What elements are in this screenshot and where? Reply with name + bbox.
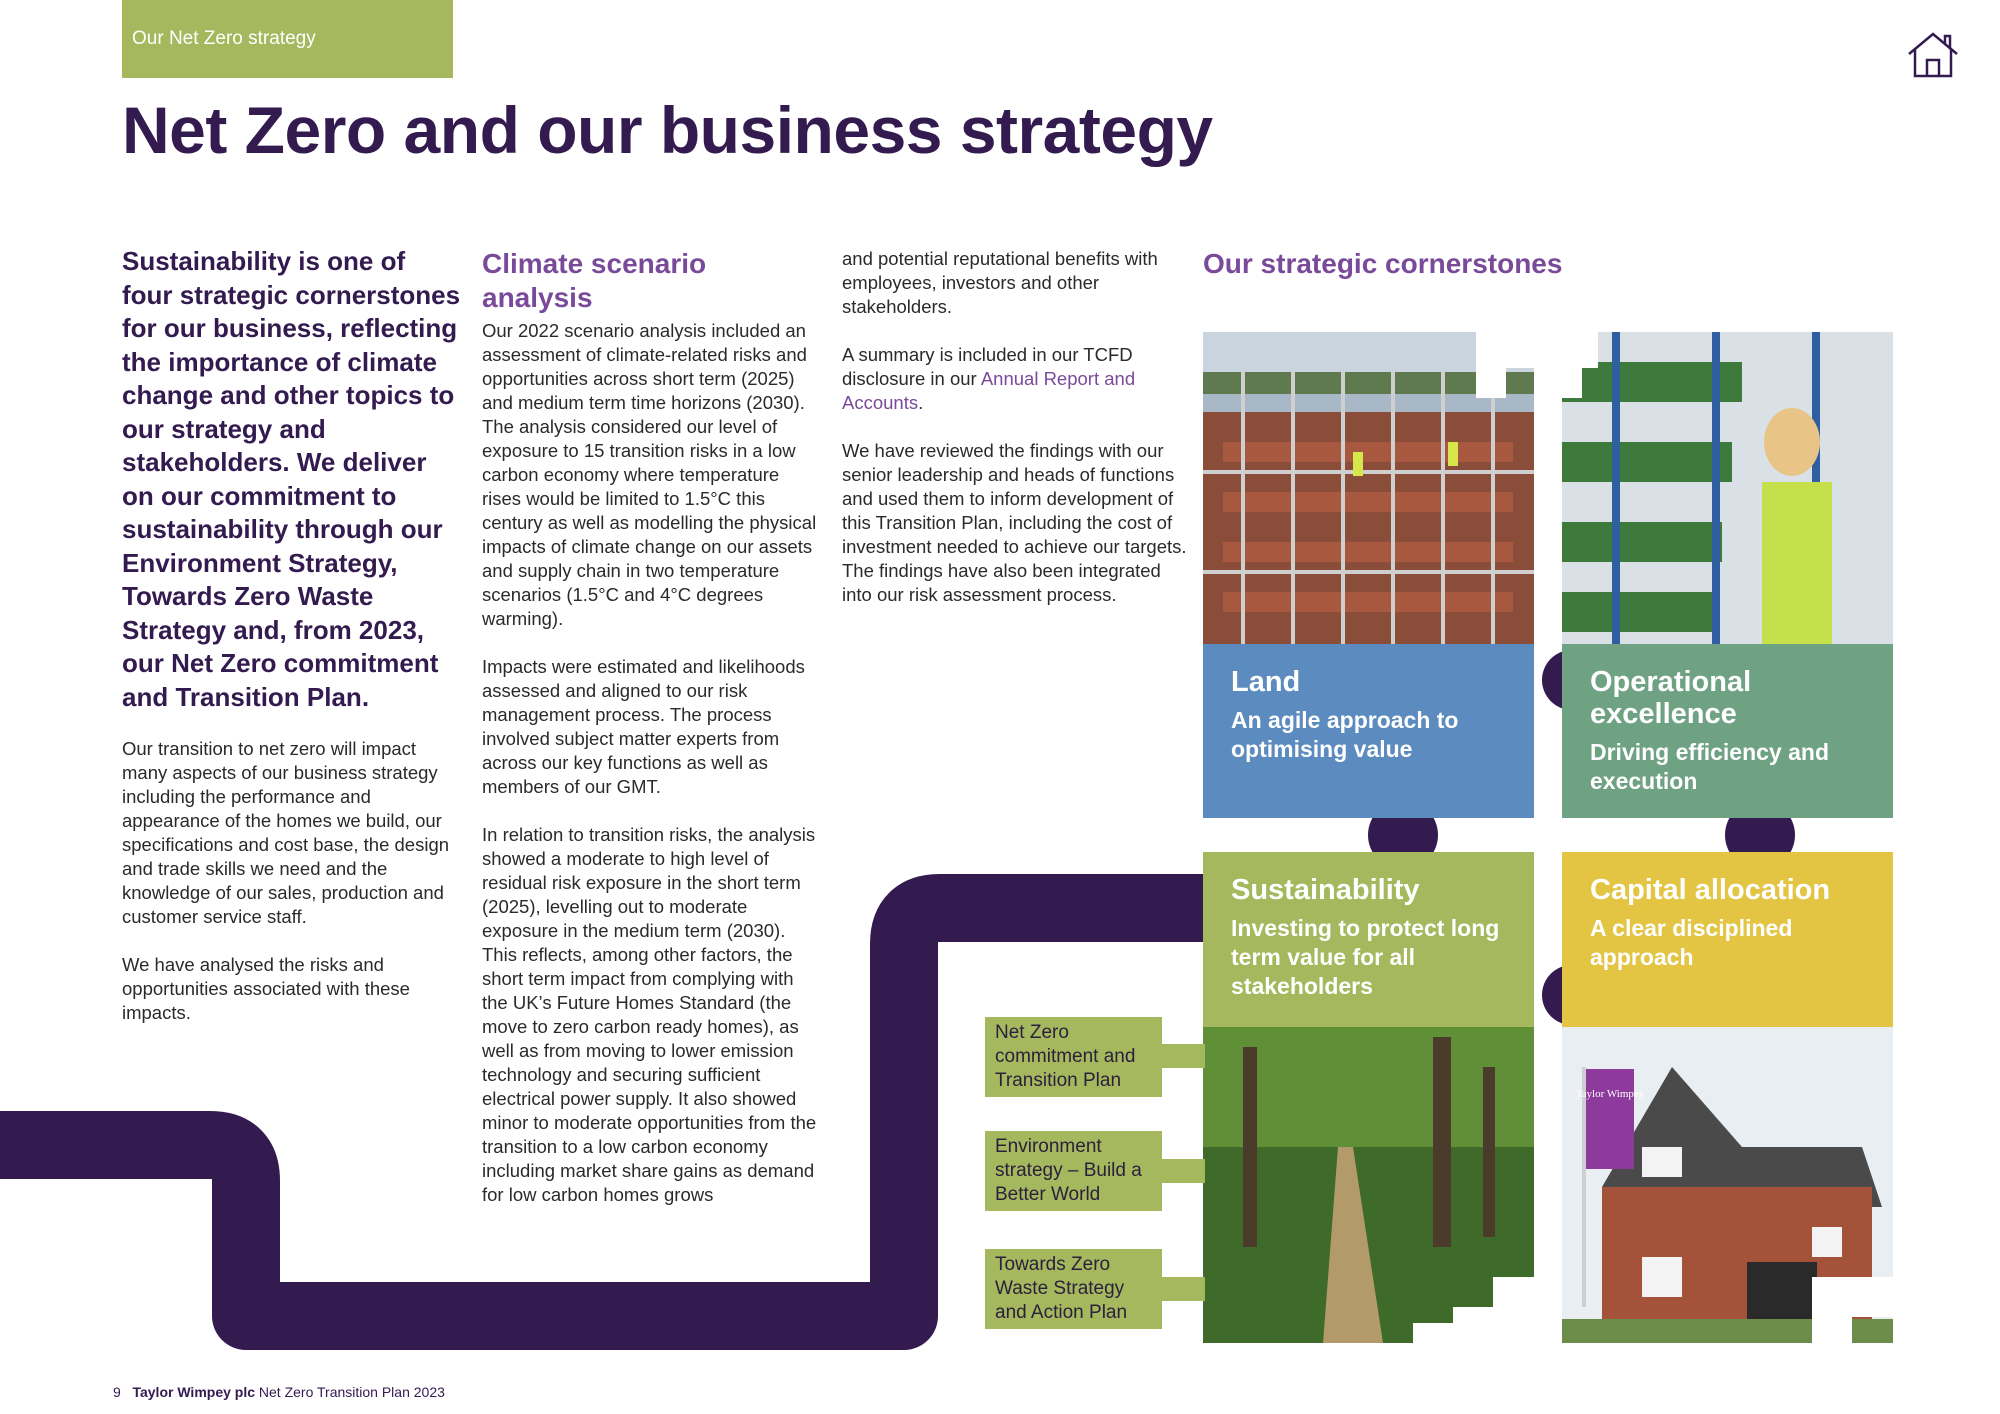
company-name: Taylor Wimpey plc (132, 1384, 256, 1400)
cornerstone-land (1203, 644, 1534, 818)
climate-paragraph: Impacts were estimated and likelihoods assessed and aligned to our risk management process. The process involved subject matter experts from across our key functions as well as members of our GMT. (482, 656, 805, 797)
climate-heading: Climate scenario analysis (482, 248, 707, 313)
cornerstone-title: Sustainability (1231, 874, 1420, 906)
document-name: Net Zero Transition Plan 2023 (258, 1384, 445, 1400)
page-footer (113, 1384, 445, 1400)
annual-report-link[interactable]: Annual Report and Accounts (842, 368, 1136, 413)
label-zero-waste-strategy: Towards Zero Waste Strategy and Action Plan (985, 1249, 1162, 1329)
cornerstone-title: Land (1231, 666, 1301, 698)
flag-text: Taylor Wimpey (1575, 1088, 1645, 1100)
label-connectors (1160, 1000, 1205, 1320)
cornerstone-title: Operational excellence (1590, 666, 1752, 730)
cornerstone-subtitle: Driving efficiency and execution (1590, 739, 1830, 794)
cornerstone-subtitle: An agile approach to optimising value (1231, 707, 1459, 762)
column-three-paragraph: and potential reputational benefits with employees, investors and other stakeholders. (842, 248, 1158, 317)
column-three-paragraph: We have reviewed the findings with our senior leadership and heads of functions and used them to inform development of this Transition Plan, including the cost of investment needed to achieve our targets. The findings have also been integrated into our risk assessment process. (842, 440, 1187, 605)
intro-lead: Sustainability is one of four strategic cornerstones for our business, reflecting the importance of climate change and other topics to our strategy and stakeholders. We deliver on our commitment to sustainability through our Environment Strategy, Towards Zero Waste Strategy and, from 2023, our Net Zero commitment and Transition Plan. (122, 246, 461, 712)
warehouse-worker-photo (1562, 332, 1893, 644)
label-environment-strategy: Environment strategy – Build a Better World (985, 1131, 1162, 1211)
climate-paragraph: In relation to transition risks, the analysis showed a moderate to high level of residual risk exposure in the short term (2025), levelling out to moderate exposure in the medium term (2030). This reflects, among other factors, the short term impact from complying with the UK’s Future Homes Standard (the move to zero carbon ready homes), as well as from moving to lower emission technology and securing sufficient electrical power supply. It also showed minor to moderate opportunities from the transition to a low carbon economy including market share gains as demand for low carbon homes grows (482, 824, 817, 1205)
climate-body (482, 319, 822, 1231)
page-title: Net Zero and our business strategy (122, 93, 1213, 167)
climate-paragraph: Our 2022 scenario analysis included an assessment of climate-related risks and opportunities across short term (2025) and medium term time horizons (2030). The analysis considered our level of exposure to 15 transition risks in a low carbon economy where temperature rises would be limited to 1.5°C this century as well as modelling the physical impacts of climate change on our assets and supply chain in two temperature scenarios (1.5°C and 4°C degrees warming). (482, 320, 817, 629)
cornerstones-heading: Our strategic cornerstones (1203, 248, 1563, 279)
cornerstone-sustainability (1203, 852, 1534, 1027)
intro-paragraph: Our transition to net zero will impact many aspects of our business strategy including the performance and appearance of the homes we build, our specifications and cost base, the design and trade skills we need and the knowledge of our sales, production and customer service staff. (122, 738, 450, 927)
tcfd-text: A summary is included in our TCFD disclosure in our (842, 344, 1133, 389)
construction-site-photo (1203, 332, 1534, 644)
cornerstone-title: Capital allocation (1590, 874, 1831, 906)
intro-body (122, 737, 462, 1049)
intro-paragraph: We have analysed the risks and opportunities associated with these impacts. (122, 954, 410, 1023)
page-number: 9 (113, 1384, 121, 1400)
column-three-body (842, 247, 1187, 631)
section-tag: Our Net Zero strategy (122, 0, 453, 78)
home-icon[interactable] (1905, 30, 1961, 80)
show-home-photo (1562, 1027, 1893, 1343)
cornerstone-capital-allocation (1562, 852, 1893, 1027)
tcfd-paragraph (842, 343, 1187, 415)
cornerstone-subtitle: Investing to protect long term value for all stakeholders (1231, 915, 1500, 999)
woodland-path-photo (1203, 1027, 1534, 1343)
label-net-zero-plan: Net Zero commitment and Transition Plan (985, 1017, 1162, 1097)
cornerstone-operational-excellence (1562, 644, 1893, 818)
tcfd-text-end: . (918, 392, 924, 413)
cornerstone-subtitle: A clear disciplined approach (1590, 915, 1793, 970)
